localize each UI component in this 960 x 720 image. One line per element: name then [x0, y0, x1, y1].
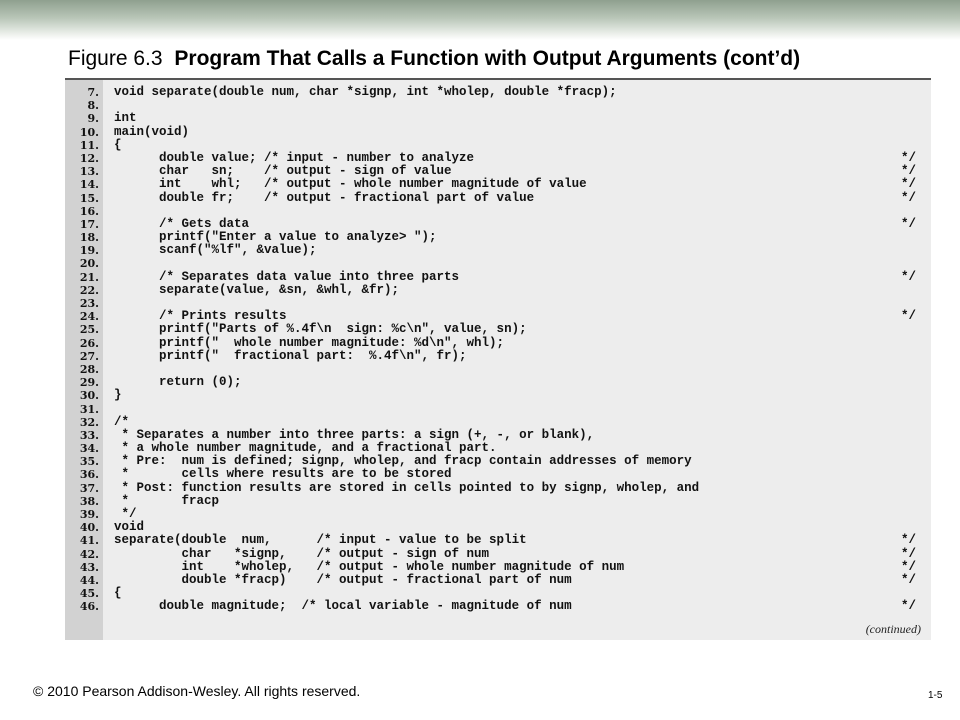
comment-close: */ — [901, 572, 917, 587]
line-number: 35. — [79, 455, 99, 469]
line-code: void — [114, 520, 145, 535]
code-line — [65, 112, 931, 125]
code-line — [65, 468, 931, 481]
line-code: */ — [114, 507, 137, 521]
code-line — [65, 284, 931, 297]
line-number: 30. — [79, 389, 99, 403]
comment-close: */ — [901, 559, 917, 574]
code-line — [65, 244, 931, 257]
comment-close: */ — [901, 216, 917, 231]
line-number: 22. — [79, 283, 99, 297]
comment-close: */ — [901, 177, 917, 192]
line-number: 31. — [79, 402, 99, 416]
code-line — [65, 337, 931, 350]
line-code: printf(" fractional part: %.4f\n", fr); — [114, 348, 467, 363]
line-code: * fracp — [114, 493, 220, 508]
line-code: /* Gets data — [114, 216, 250, 231]
line-number: 40. — [79, 521, 99, 535]
line-number: 11. — [79, 138, 99, 152]
comment-close: */ — [901, 309, 917, 324]
line-number: 37. — [79, 481, 99, 495]
code-listing-panel — [65, 78, 931, 640]
line-number: 38. — [79, 494, 99, 508]
line-number: 28. — [79, 362, 99, 376]
line-code: char sn; /* output - sign of value — [114, 164, 452, 179]
line-number: 42. — [79, 547, 99, 561]
line-code: separate(double num, /* input - value to be split — [114, 533, 527, 548]
line-code: double *fracp) /* output - fractional part of num — [114, 572, 572, 587]
line-code: char *signp, /* output - sign of num — [114, 546, 490, 561]
code-line — [65, 600, 931, 613]
continued-note: (continued) — [865, 622, 921, 636]
line-code: separate(value, &sn, &whl, &fr); — [114, 282, 400, 297]
code-line — [65, 271, 931, 284]
line-code: } — [114, 388, 122, 403]
line-number: 13. — [79, 165, 99, 179]
code-line — [65, 99, 931, 112]
line-number: 39. — [79, 508, 99, 521]
line-code: int whl; /* output - whole number magnitude of value — [114, 177, 587, 192]
line-number: 23. — [79, 297, 99, 310]
code-line — [65, 534, 931, 547]
line-number: 32. — [79, 415, 99, 429]
line-code: /* Prints results — [114, 309, 287, 324]
code-line — [65, 548, 931, 561]
line-number: 26. — [79, 336, 99, 350]
slide-number: 1-5 — [928, 690, 943, 701]
figure-number: Figure 6.3 — [68, 47, 163, 70]
line-code: { — [114, 586, 122, 601]
page-title — [68, 47, 948, 71]
code-line — [65, 139, 931, 152]
code-line — [65, 561, 931, 574]
code-line — [65, 376, 931, 389]
line-code: printf("Enter a value to analyze> "); — [114, 230, 437, 245]
line-number: 24. — [79, 310, 99, 324]
code-lines — [65, 86, 931, 614]
code-line — [65, 178, 931, 191]
line-number: 12. — [79, 151, 99, 165]
line-code: printf(" whole number magnitude: %d\n", whl); — [114, 335, 505, 350]
line-number: 15. — [79, 191, 99, 205]
line-number: 8. — [87, 99, 99, 113]
line-number: 41. — [79, 534, 99, 548]
line-code: return (0); — [114, 375, 242, 390]
line-number: 33. — [79, 428, 99, 442]
comment-close: */ — [901, 546, 917, 561]
code-line — [65, 323, 931, 336]
line-number: 9. — [87, 112, 99, 126]
comment-close: */ — [901, 164, 917, 179]
line-number: 43. — [79, 560, 99, 574]
code-line — [65, 126, 931, 139]
line-code: int — [114, 111, 137, 126]
line-code: printf("Parts of %.4f\n sign: %c\n", value, sn); — [114, 322, 527, 337]
line-number: 19. — [79, 244, 99, 258]
line-code: * a whole number magnitude, and a fractional part. — [114, 441, 497, 456]
code-line — [65, 389, 931, 402]
line-code: double magnitude; /* local variable - magnitude of num — [114, 599, 572, 614]
line-code: scanf("%lf", &value); — [114, 243, 317, 258]
line-code: * Post: function results are stored in cells pointed to by signp, wholep, and — [114, 480, 700, 495]
line-code: void separate(double num, char *signp, int *wholep, double *fracp); — [114, 85, 617, 99]
line-number: 17. — [79, 217, 99, 231]
line-number: 18. — [79, 231, 99, 245]
line-number: 16. — [79, 204, 99, 218]
line-number: 27. — [79, 349, 99, 363]
code-line — [65, 350, 931, 363]
comment-close: */ — [901, 599, 917, 614]
code-line — [65, 482, 931, 495]
line-number: 20. — [79, 257, 99, 271]
code-line — [65, 416, 931, 429]
code-line — [65, 86, 931, 99]
line-number: 36. — [79, 468, 99, 482]
code-line — [65, 508, 931, 521]
comment-close: */ — [901, 190, 917, 205]
line-number: 44. — [79, 573, 99, 587]
copyright-notice: © 2010 Pearson Addison-Wesley. All rights reserved. — [33, 683, 361, 699]
line-code: double fr; /* output - fractional part of value — [114, 190, 535, 205]
line-number: 29. — [79, 376, 99, 390]
comment-close: */ — [901, 269, 917, 284]
code-line — [65, 574, 931, 587]
code-line — [65, 205, 931, 218]
comment-close: */ — [901, 150, 917, 165]
code-line — [65, 403, 931, 416]
line-code: double value; /* input - number to analyze — [114, 150, 475, 165]
line-code: /* — [114, 414, 130, 429]
line-number: 45. — [79, 587, 99, 601]
code-line — [65, 495, 931, 508]
line-number: 14. — [79, 178, 99, 192]
line-code: main(void) — [114, 124, 190, 139]
line-code: * Separates a number into three parts: a sign (+, -, or blank), — [114, 427, 595, 442]
comment-close: */ — [901, 533, 917, 548]
line-number: 25. — [79, 323, 99, 337]
code-line — [65, 192, 931, 205]
line-number: 34. — [79, 442, 99, 456]
line-code: int *wholep, /* output - whole number magnitude of num — [114, 559, 625, 574]
line-number: 21. — [79, 270, 99, 284]
line-number: 46. — [79, 600, 99, 614]
line-code: * cells where results are to be stored — [114, 467, 452, 482]
line-number: 7. — [87, 86, 99, 99]
line-code: * Pre: num is defined; signp, wholep, and fracp contain addresses of memory — [114, 454, 692, 469]
header-gradient-band — [0, 0, 960, 40]
code-line — [65, 257, 931, 270]
line-code: { — [114, 137, 122, 152]
line-code: /* Separates data value into three parts — [114, 269, 460, 284]
line-number: 10. — [79, 125, 99, 139]
figure-caption: Program That Calls a Function with Output Arguments (cont’d) — [174, 47, 801, 70]
